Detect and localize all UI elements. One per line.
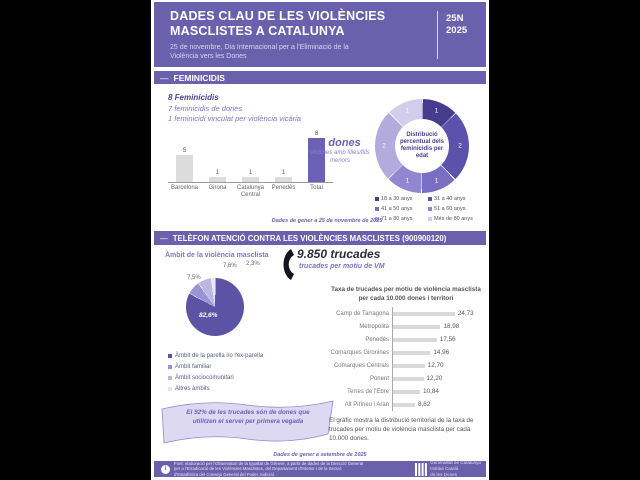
edat-legend-item: 18 a 30 anys bbox=[375, 196, 428, 202]
taxa-row: Alt Pirineu i Aran 8,82 bbox=[327, 398, 485, 411]
ambit-label-sociocomunitari: 7,6% bbox=[223, 263, 237, 269]
ambit-legend-item: Altres àmbits bbox=[168, 383, 263, 394]
stat-dones: 7 feminicidis de dones bbox=[168, 103, 243, 113]
edat-segment-value: 1 bbox=[434, 177, 439, 185]
ambit-chart-title: Àmbit de la violència masclista bbox=[165, 252, 269, 259]
header-divider bbox=[437, 11, 438, 59]
edat-segment-value: 1 bbox=[405, 177, 410, 185]
territori-bar-label: Penedès bbox=[271, 185, 296, 191]
gencat-line2: Institut Català bbox=[430, 466, 459, 472]
date-badge-line2: 2025 bbox=[446, 25, 468, 37]
section-feminicidis-header bbox=[154, 71, 486, 84]
territori-bar-label: Barcelona bbox=[170, 185, 199, 191]
section-telefon-title: TELÈFON ATENCIÓ CONTRA LES VIOLÈNCIES MASCLISTES (900900120) bbox=[172, 233, 447, 243]
taxa-row: Comarques Gironines 14,96 bbox=[327, 346, 485, 359]
source-text: Font: elaboració per l'Observatori de la Igualtat de Gènere, a partir de dades de la Direcció General per a l'Erradicació de les Violències Masclistes, del Departament d'Interior i de la Secció d'Estadística del Consejo General del Poder Judicial. bbox=[174, 460, 364, 477]
edat-legend bbox=[375, 196, 487, 222]
footer bbox=[154, 461, 486, 477]
feminicidis-footnote: Dades de gener a 25 de novembre de 2025 bbox=[271, 218, 383, 224]
taxa-row: Comarques Centrals 12,70 bbox=[327, 359, 485, 372]
edat-legend-item: 41 a 50 anys bbox=[375, 206, 428, 212]
edat-segment-value: 2 bbox=[458, 142, 462, 150]
section-dash: — bbox=[160, 72, 169, 83]
territori-bar: 5 bbox=[168, 148, 201, 183]
territori-axis-labels bbox=[168, 185, 333, 199]
edat-legend-item: 31 a 40 anys bbox=[428, 196, 487, 202]
stat-total: 8 Feminicidis bbox=[168, 93, 219, 102]
edat-segment-value: 1 bbox=[434, 107, 439, 115]
page-subtitle: 25 de novembre, Dia Internacional per a l'Eliminació de la Violència vers les Dones bbox=[170, 44, 349, 61]
territori-bar: 1 bbox=[201, 170, 234, 183]
territori-bar: 1 bbox=[267, 170, 300, 183]
taxa-row: Metropolità 18,98 bbox=[327, 320, 485, 333]
taxa-row: Camp de Tarragona 24,73 bbox=[327, 307, 485, 320]
section-telefon-header bbox=[154, 231, 486, 245]
edat-legend-item: 51 a 60 anys bbox=[428, 206, 487, 212]
territori-bar-label: Total bbox=[310, 185, 323, 191]
ribbon-text: El 92% de les trucades són de dones que utilitzen el servei per primera vegada bbox=[186, 409, 310, 425]
gencat-text bbox=[430, 460, 481, 477]
taxa-bar-chart bbox=[327, 286, 485, 411]
taxa-chart-title: Taxa de trucades per motiu de violència masclista per cada 10.000 dones i territori bbox=[331, 286, 481, 302]
stat-vicaria: 1 feminicidi vinculat per violència vicària bbox=[168, 113, 301, 123]
feminicidis-stats bbox=[168, 93, 301, 124]
trucades-count: 9.850 trucades bbox=[297, 247, 381, 261]
territori-bar-label: Girona bbox=[208, 185, 227, 191]
ambit-legend-item: Àmbit familiar bbox=[168, 361, 263, 372]
section-dash: — bbox=[160, 233, 168, 243]
territori-bar-label: Catalunya Central bbox=[236, 185, 265, 198]
section-feminicidis-title: FEMINICIDIS bbox=[173, 72, 225, 83]
edat-segment-value: 1 bbox=[405, 107, 410, 115]
ambit-label-familiar: 7,5% bbox=[187, 275, 201, 281]
taxa-row: Penedès 17,56 bbox=[327, 333, 485, 346]
dones-count: 3 dones bbox=[319, 137, 361, 149]
edat-donut-hole bbox=[395, 119, 449, 173]
territori-bar: 8 bbox=[300, 131, 333, 182]
senyera-icon bbox=[415, 463, 427, 476]
telefon-footnote: Dades de gener a setembre de 2025 bbox=[273, 452, 367, 458]
phone-icon bbox=[278, 248, 295, 286]
taxa-row: Ponent 12,20 bbox=[327, 372, 485, 385]
taxa-rows bbox=[327, 307, 485, 411]
ambit-label-altres: 2,3% bbox=[246, 261, 260, 267]
trucades-caption: trucades per motiu de VM bbox=[299, 263, 385, 270]
edat-donut-chart bbox=[375, 99, 469, 193]
taxa-chart-note: El gràfic mostra la distribució territorial de la taxa de trucades per motiu de violència masclista per cada 10.000 dones. bbox=[329, 417, 474, 442]
gencat-logo bbox=[415, 460, 481, 477]
ribbon-banner bbox=[159, 396, 337, 450]
gencat-line3: de les Dones bbox=[430, 471, 457, 477]
ambit-legend-item: Àmbit de la parella i/o l'ex-parella bbox=[168, 350, 263, 361]
header bbox=[154, 2, 486, 67]
dones-caption: víctimes amb filles/fills menors bbox=[310, 150, 370, 164]
infographic-card bbox=[151, 0, 489, 480]
ambit-label-parella: 82,6% bbox=[199, 312, 218, 319]
taxa-row: Terres de l'Ebre 10,84 bbox=[327, 385, 485, 398]
gencat-line1: Generalitat de Catalunya bbox=[430, 460, 481, 466]
edat-donut-title: Distribució percentual dels feminicidis per edat bbox=[399, 131, 444, 160]
edat-legend-item: Més de 80 anys bbox=[428, 216, 487, 222]
date-badge bbox=[446, 13, 467, 38]
territori-bar: 1 bbox=[234, 170, 267, 183]
info-icon: i bbox=[161, 465, 170, 474]
ambit-legend-item: Àmbit sociocomunitari bbox=[168, 372, 263, 383]
ambit-legend bbox=[168, 350, 263, 394]
page-title: DADES CLAU DE LES VIOLÈNCIES MASCLISTES A CATALUNYA bbox=[170, 9, 386, 38]
date-badge-line1: 25N bbox=[446, 13, 464, 24]
dones-highlight bbox=[307, 137, 373, 166]
ambit-pie-chart bbox=[186, 278, 244, 336]
edat-legend-item: 71 a 80 anys bbox=[375, 216, 428, 222]
edat-segment-value: 2 bbox=[382, 142, 386, 150]
